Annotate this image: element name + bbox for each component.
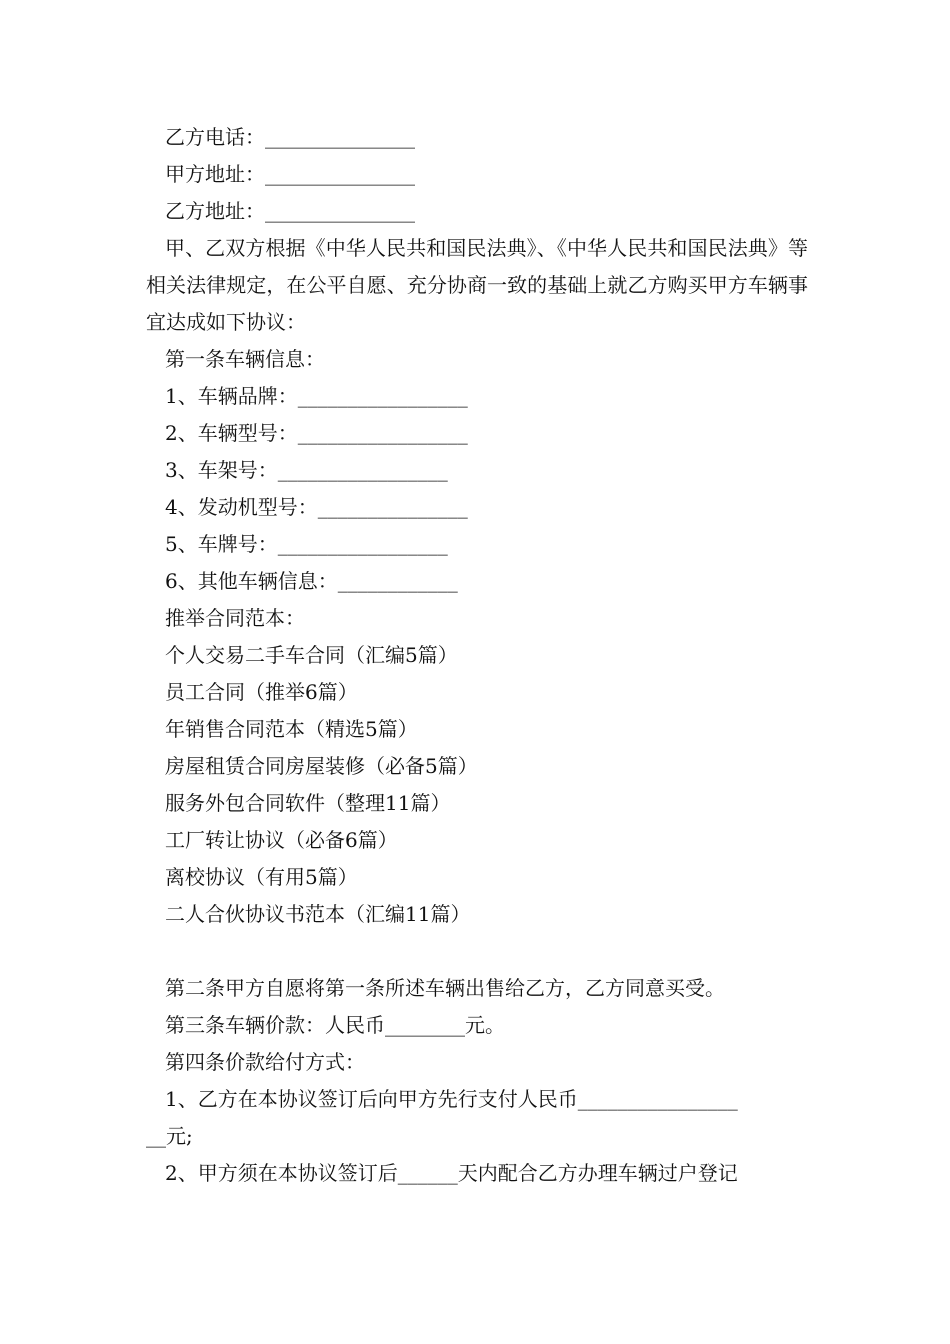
blank-spacer (146, 933, 808, 970)
recommend-item: 房屋租赁合同房屋装修（必备5篇） (165, 754, 478, 778)
recommend-item: 离校协议（有用5篇） (165, 865, 358, 889)
recommend-item: 个人交易二手车合同（汇编5篇） (165, 643, 458, 667)
vehicle-brand-line: 1、车辆品牌：_________________ (165, 384, 468, 408)
other-vehicle-info-line: 6、其他车辆信息：____________ (165, 569, 458, 593)
article-2: 第二条甲方自愿将第一条所述车辆出售给乙方，乙方同意买受。 (165, 976, 725, 1000)
article-1-title: 第一条车辆信息： (165, 347, 325, 371)
party-b-address-line: 乙方地址：_______________ (165, 199, 415, 223)
payment-clause-1-continued: __元; (146, 1124, 193, 1148)
payment-clause-1: 1、乙方在本协议签订后向甲方先行支付人民币________________ (165, 1087, 738, 1111)
recommend-title: 推举合同范本： (165, 606, 305, 630)
recommend-item: 年销售合同范本（精选5篇） (165, 717, 418, 741)
recommend-item: 工厂转让协议（必备6篇） (165, 828, 398, 852)
vehicle-frame-number-line: 3、车架号：_________________ (165, 458, 448, 482)
engine-model-line: 4、发动机型号：_______________ (165, 495, 468, 519)
party-a-address-line: 甲方地址：_______________ (165, 162, 415, 186)
intro-paragraph: 甲、乙双方根据《中华人民共和国民法典》、《中华人民共和国民法典》等相关法律规定，在公平自愿、充分协商一致的基础上就乙方购买甲方车辆事宜达成如下协议： (146, 236, 808, 334)
license-plate-line: 5、车牌号：_________________ (165, 532, 448, 556)
vehicle-model-line: 2、车辆型号：_________________ (165, 421, 468, 445)
payment-clause-2: 2、甲方须在本协议签订后______天内配合乙方办理车辆过户登记 (165, 1161, 738, 1185)
party-b-phone-line: 乙方电话：_______________ (165, 125, 415, 149)
recommend-item: 员工合同（推举6篇） (165, 680, 358, 704)
recommend-item: 二人合伙协议书范本（汇编11篇） (165, 902, 471, 926)
article-4-title: 第四条价款给付方式： (165, 1050, 365, 1074)
recommend-item: 服务外包合同软件（整理11篇） (165, 791, 451, 815)
document-body (146, 119, 808, 1192)
article-3: 第三条车辆价款：人民币________元。 (165, 1013, 505, 1037)
